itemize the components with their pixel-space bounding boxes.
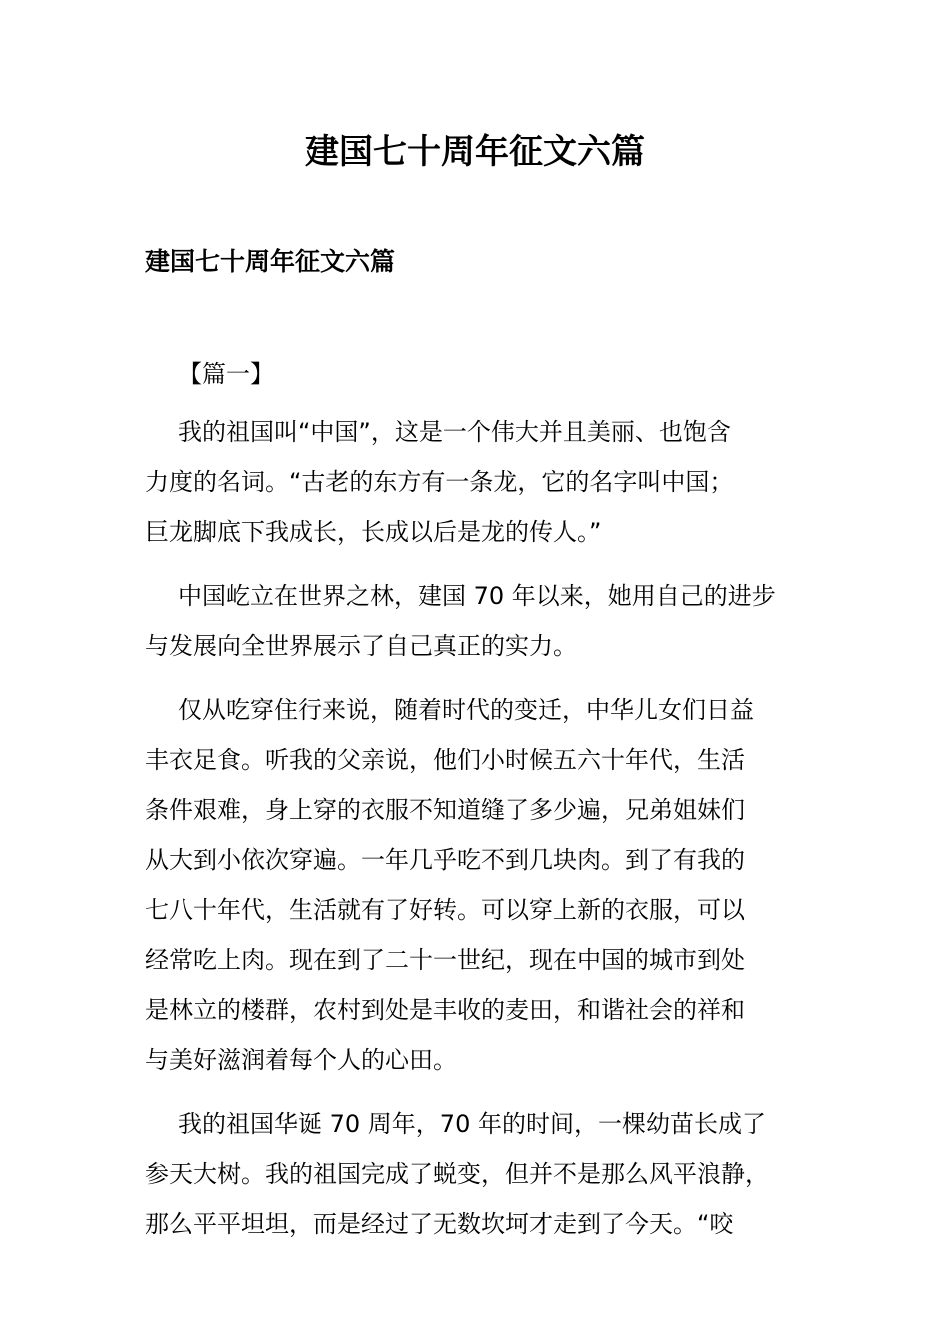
paragraph-line: 从大到小依次穿遍。一年几乎吃不到几块肉。到了有我的: [145, 846, 745, 874]
paragraph-line: 参天大树。我的祖国完成了蜕变，但并不是那么风平浪静，: [145, 1160, 769, 1188]
paragraph-line: 力度的名词。“古老的东方有一条龙，它的名字叫中国；: [145, 468, 734, 496]
paragraph-line: 巨龙脚底下我成长，长成以后是龙的传人。”: [145, 518, 602, 546]
paragraph-1: [145, 407, 805, 557]
paragraph-3: [145, 685, 805, 1085]
document-body: [145, 407, 805, 1263]
paragraph-line: 我的祖国华诞 70 周年，70 年的时间，一棵幼苗长成了: [178, 1110, 766, 1138]
paragraph-line: 那么平平坦坦，而是经过了无数坎坷才走到了今天。“咬: [145, 1210, 734, 1238]
paragraph-line: 我的祖国叫“中国”，这是一个伟大并且美丽、也饱含: [178, 418, 731, 446]
paragraph-line: 丰衣足食。听我的父亲说，他们小时候五六十年代，生活: [145, 746, 745, 774]
paragraph-2: [145, 571, 805, 671]
paragraph-line: 是林立的楼群，农村到处是丰收的麦田，和谐社会的祥和: [145, 996, 745, 1024]
document-subtitle: 建国七十周年征文六篇: [145, 247, 396, 276]
paragraph-line: 仅从吃穿住行来说，随着时代的变迁，中华儿女们日益: [178, 696, 754, 724]
paragraph-line: 条件艰难，身上穿的衣服不知道缝了多少遍，兄弟姐妹们: [145, 796, 745, 824]
section-label: 【篇一】: [178, 360, 274, 388]
paragraph-line: 与美好滋润着每个人的心田。: [145, 1046, 457, 1074]
document-title: 建国七十周年征文六篇: [305, 132, 645, 172]
paragraph-line: 与发展向全世界展示了自己真正的实力。: [145, 632, 577, 660]
paragraph-line: 中国屹立在世界之林，建国 70 年以来，她用自己的进步: [178, 582, 776, 610]
paragraph-4: [145, 1099, 805, 1249]
paragraph-line: 七八十年代，生活就有了好转。可以穿上新的衣服，可以: [145, 896, 745, 924]
paragraph-line: 经常吃上肉。现在到了二十一世纪，现在中国的城市到处: [145, 946, 745, 974]
